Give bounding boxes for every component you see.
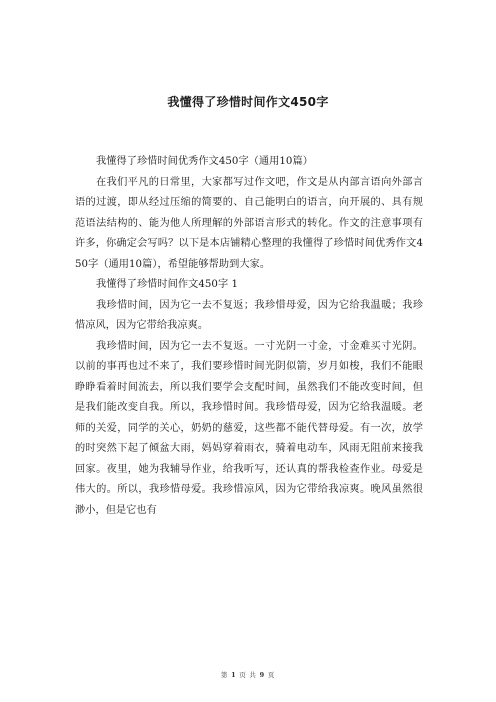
current-page-number: 1 bbox=[231, 671, 237, 679]
document-body bbox=[75, 152, 423, 521]
essay-paragraph: 我珍惜时间，因为它一去不复返。一寸光阴一寸金，寸金难买寸光阴。以前的事再也过不来了，我们要珍惜时间光阴似箭，岁月如梭，我们不能眼睁睁看着时间流去，所以我们要学会支配时间，虽然我们不能改变时间，但是我们能改变自我。所以，我珍惜时间。我珍惜母爱，因为它给我温暖。老师的关爱，同学的关心，奶奶的慈爱，这些都不能代替母爱。有一次，放学的时突然下起了倾盆大雨，妈妈穿着雨衣，骑着电动车，风雨无阻前来接我回家。夜里，她为我辅导作业，给我听写，还认真的帮我检查作业。母爱是伟大的。所以，我珍惜母爱。我珍惜凉风，因为它带给我凉爽。晚风虽然很渺小，但是它也有 bbox=[75, 340, 423, 516]
page-footer bbox=[0, 670, 496, 680]
document-title: 我懂得了珍惜时间作文450字 bbox=[167, 95, 329, 109]
subtitle-paragraph: 我懂得了珍惜时间优秀作文450字（通用10篇） bbox=[96, 156, 313, 167]
footer-prefix: 第 bbox=[220, 671, 229, 679]
footer-suffix: 页 bbox=[267, 671, 276, 679]
footer-middle: 页 共 bbox=[239, 671, 257, 679]
essay-heading: 我懂得了珍惜时间作文450字 1 bbox=[96, 279, 239, 290]
total-page-number: 9 bbox=[259, 671, 265, 679]
intro-paragraph: 在我们平凡的日常里，大家都写过作文吧，作文是从内部言语向外部言语的过渡，即从经过压缩的简要的、自己能明白的语言，向开展的、具有规范语法结构的、能为他人所理解的外部语言形式的转化。作文的注意事项有许多，你确定会写吗？以下是本店铺精心整理的我懂得了珍惜时间优秀作文450字（通用10篇），希望能够帮助到大家。 bbox=[75, 176, 423, 270]
essay-paragraph: 我珍惜时间，因为它一去不复返；我珍惜母爱，因为它给我温暖；我珍惜凉风，因为它带给我凉爽。 bbox=[75, 299, 423, 331]
